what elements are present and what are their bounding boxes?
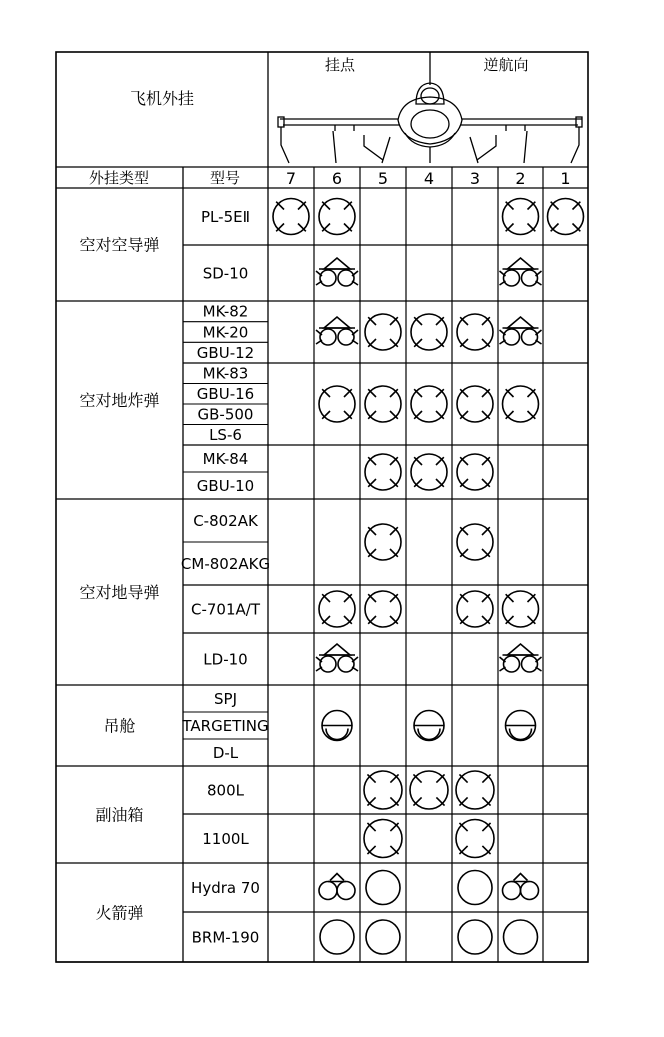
store-symbol-tank bbox=[410, 771, 448, 809]
model-label: GB-500 bbox=[197, 405, 254, 424]
store-symbol-rocket-dual bbox=[503, 874, 539, 900]
store-symbol-single bbox=[319, 591, 355, 627]
station-number-2: 2 bbox=[515, 169, 526, 188]
model-label: 800L bbox=[207, 781, 244, 800]
store-symbol-single bbox=[503, 386, 539, 422]
model-label: LS-6 bbox=[209, 426, 242, 445]
model-column-header: 型号 bbox=[209, 169, 241, 187]
model-label: SD-10 bbox=[202, 264, 249, 283]
store-symbol-single bbox=[365, 591, 401, 627]
store-symbol-single bbox=[411, 454, 447, 490]
store-symbol-single bbox=[503, 199, 539, 235]
type-column-header: 外挂类型 bbox=[88, 169, 150, 187]
model-label: MK-83 bbox=[202, 364, 249, 383]
station-number-5: 5 bbox=[377, 169, 389, 188]
model-label: GBU-10 bbox=[196, 476, 255, 495]
store-symbol-rocket bbox=[366, 871, 400, 905]
model-label: GBU-16 bbox=[196, 385, 255, 404]
store-symbol-single bbox=[319, 199, 355, 235]
store-symbol-single bbox=[365, 386, 401, 422]
chart-title: 飞机外挂 bbox=[129, 89, 195, 108]
store-symbol-rocket bbox=[458, 920, 492, 954]
store-type-label: 吊舱 bbox=[103, 716, 136, 736]
store-symbol-tank bbox=[364, 820, 402, 858]
store-symbol-single bbox=[457, 386, 493, 422]
store-symbol-dual bbox=[316, 317, 358, 345]
store-symbol-dual bbox=[316, 644, 358, 672]
model-label: Hydra 70 bbox=[191, 878, 260, 897]
station-number-6: 6 bbox=[331, 169, 343, 188]
model-label: LD-10 bbox=[203, 650, 248, 669]
store-symbol-single bbox=[457, 454, 493, 490]
stations-label: 挂点 bbox=[324, 56, 356, 74]
station-number-7: 7 bbox=[285, 169, 297, 188]
store-type-label: 空对地导弹 bbox=[79, 583, 160, 602]
model-label: MK-84 bbox=[202, 449, 249, 468]
model-label: C-701A/T bbox=[191, 600, 260, 619]
model-label: C-802AK bbox=[193, 511, 258, 530]
store-symbol-dual bbox=[316, 258, 358, 286]
store-type-label: 火箭弹 bbox=[95, 903, 144, 923]
store-symbol-single bbox=[548, 199, 584, 235]
store-symbol-single bbox=[365, 314, 401, 350]
model-label: MK-20 bbox=[202, 323, 249, 342]
store-symbol-tank bbox=[456, 771, 494, 809]
store-symbol-pod bbox=[506, 711, 536, 741]
store-symbol-single bbox=[457, 314, 493, 350]
store-symbol-rocket-dual bbox=[319, 874, 355, 900]
store-symbol-tank bbox=[456, 820, 494, 858]
heading-label: 逆航向 bbox=[483, 56, 529, 74]
model-label: CM-802AKG bbox=[180, 554, 271, 573]
store-symbol-rocket bbox=[504, 920, 538, 954]
store-symbol-single bbox=[457, 591, 493, 627]
store-symbol-dual bbox=[500, 644, 542, 672]
station-number-3: 3 bbox=[469, 169, 481, 188]
store-type-label: 副油箱 bbox=[95, 805, 144, 825]
model-label: BRM-190 bbox=[191, 928, 260, 947]
model-label: GBU-12 bbox=[196, 344, 255, 363]
store-symbol-single bbox=[319, 386, 355, 422]
store-symbol-single bbox=[503, 591, 539, 627]
store-symbol-pod bbox=[322, 711, 352, 741]
store-symbol-single bbox=[411, 314, 447, 350]
model-label: SPJ bbox=[214, 689, 237, 708]
store-symbol-dual bbox=[500, 258, 542, 286]
aircraft-front-view bbox=[278, 52, 582, 163]
store-symbol-single bbox=[273, 199, 309, 235]
model-label: PL-5EⅡ bbox=[201, 207, 250, 226]
model-label: D-L bbox=[212, 743, 239, 762]
model-label: 1100L bbox=[202, 829, 249, 848]
store-symbol-tank bbox=[364, 771, 402, 809]
model-label: TARGETING bbox=[182, 716, 269, 735]
station-number-1: 1 bbox=[560, 169, 571, 188]
store-symbol-single bbox=[411, 386, 447, 422]
store-symbol-rocket bbox=[320, 920, 354, 954]
store-type-label: 空对地炸弹 bbox=[79, 391, 160, 410]
store-symbol-single bbox=[365, 524, 401, 560]
station-number-4: 4 bbox=[423, 169, 435, 188]
store-symbol-single bbox=[365, 454, 401, 490]
store-symbol-rocket bbox=[458, 871, 492, 905]
store-symbol-single bbox=[457, 524, 493, 560]
store-symbol-rocket bbox=[366, 920, 400, 954]
store-symbol-pod bbox=[414, 711, 444, 741]
store-type-label: 空对空导弹 bbox=[79, 235, 160, 255]
model-label: MK-82 bbox=[202, 302, 249, 321]
store-symbol-dual bbox=[500, 317, 542, 345]
